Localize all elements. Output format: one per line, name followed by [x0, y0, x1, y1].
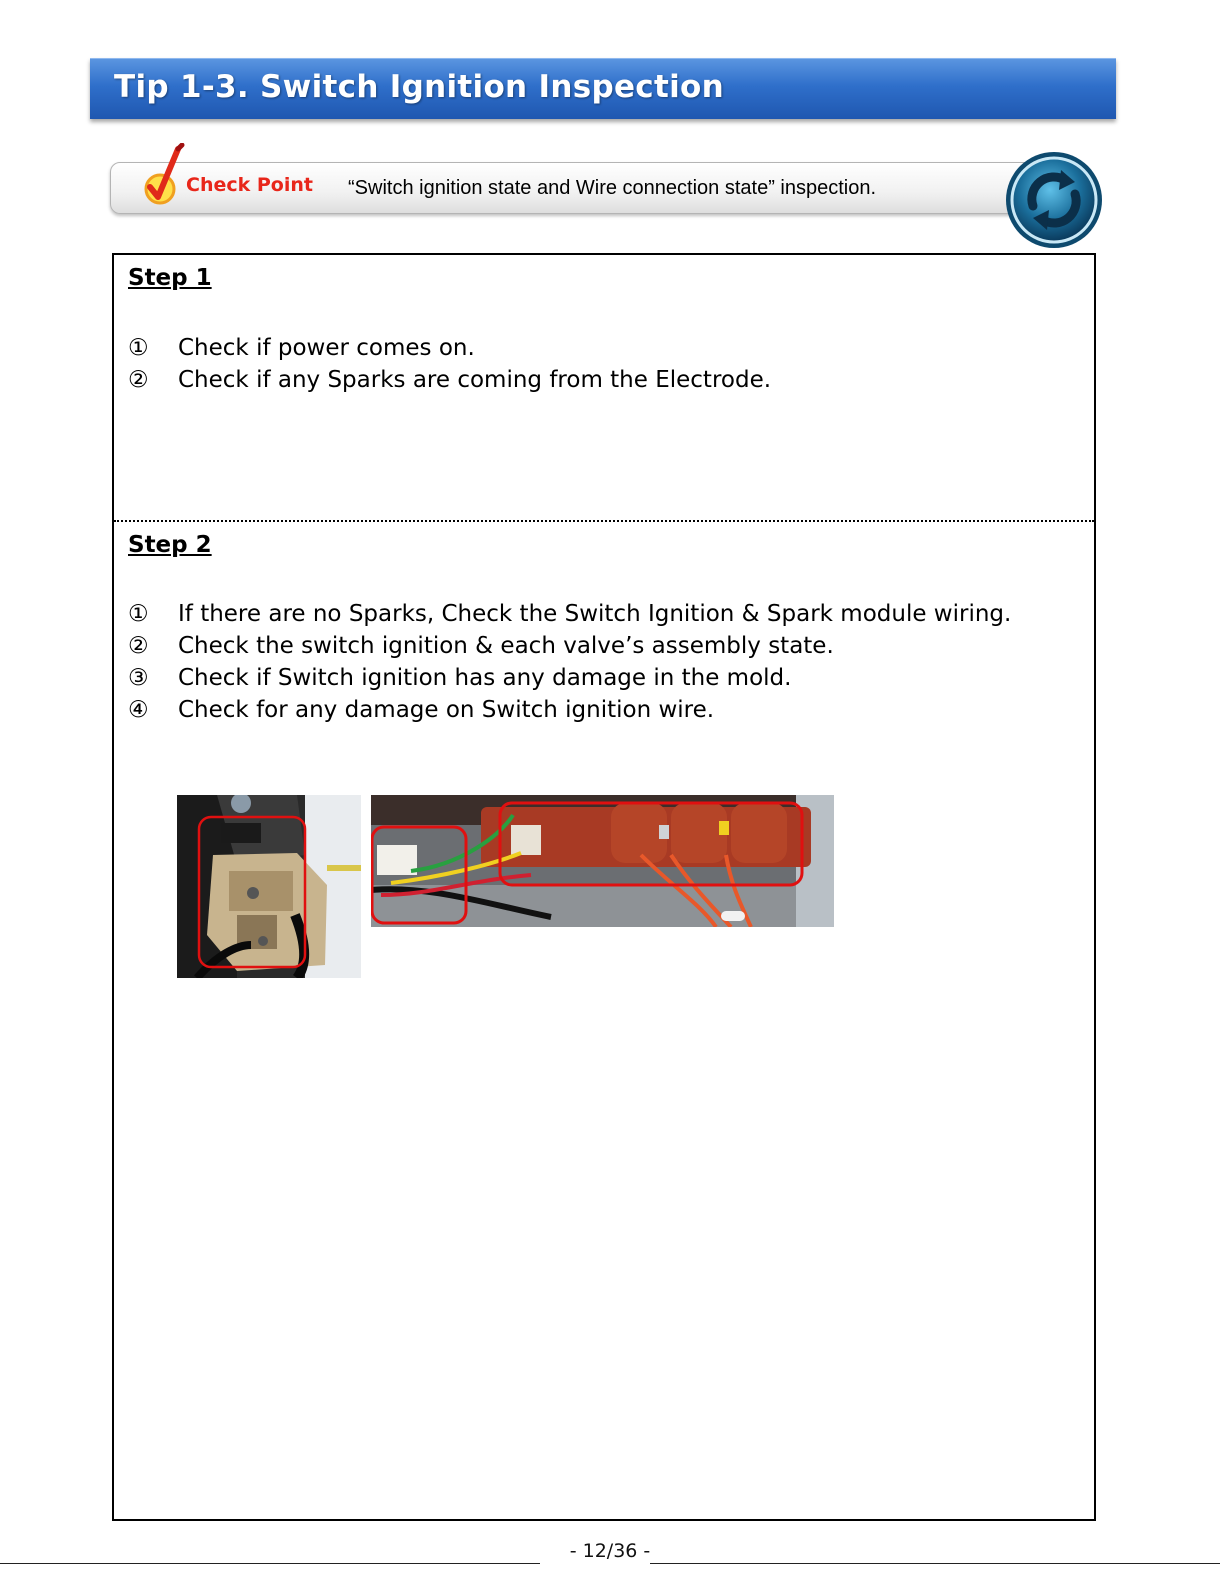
switch-ignition-photo: [177, 795, 361, 978]
list-item: [128, 367, 771, 399]
title-bar: [90, 58, 1116, 119]
checkmark-icon: [140, 143, 186, 207]
item-number: ③: [128, 665, 149, 691]
list-item: [128, 601, 1011, 633]
list-item: [128, 335, 475, 367]
list-item: [128, 665, 791, 697]
item-text: If there are no Sparks, Check the Switch Ignition & Spark module wiring.: [178, 601, 1012, 627]
step-divider: [114, 520, 1094, 522]
page-title: Tip 1-3. Switch Ignition Inspection: [114, 69, 724, 105]
step2-title: Step 2: [128, 532, 212, 558]
check-point-text: “Switch ignition state and Wire connection state” inspection.: [348, 177, 877, 199]
item-text: Check if Switch ignition has any damage in the mold.: [178, 665, 792, 691]
item-text: Check if any Sparks are coming from the Electrode.: [178, 367, 772, 393]
item-number: ②: [128, 367, 149, 393]
refresh-icon: [1003, 148, 1105, 252]
step1-title: Step 1: [128, 265, 212, 291]
item-number: ①: [128, 335, 149, 361]
footer-rule-left: [0, 1563, 540, 1564]
item-text: Check for any damage on Switch ignition wire.: [178, 697, 715, 723]
item-text: Check the switch ignition & each valve’s assembly state.: [178, 633, 834, 659]
footer-rule-right: [650, 1563, 1220, 1564]
item-number: ①: [128, 601, 149, 627]
item-number: ④: [128, 697, 149, 723]
content-box: [112, 253, 1096, 1521]
item-text: Check if power comes on.: [178, 335, 475, 361]
check-point-label: Check Point: [186, 174, 313, 196]
list-item: [128, 697, 714, 729]
list-item: [128, 633, 834, 665]
page-number: - 12/36 -: [569, 1540, 651, 1562]
item-number: ②: [128, 633, 149, 659]
valve-wiring-photo: [371, 795, 834, 927]
